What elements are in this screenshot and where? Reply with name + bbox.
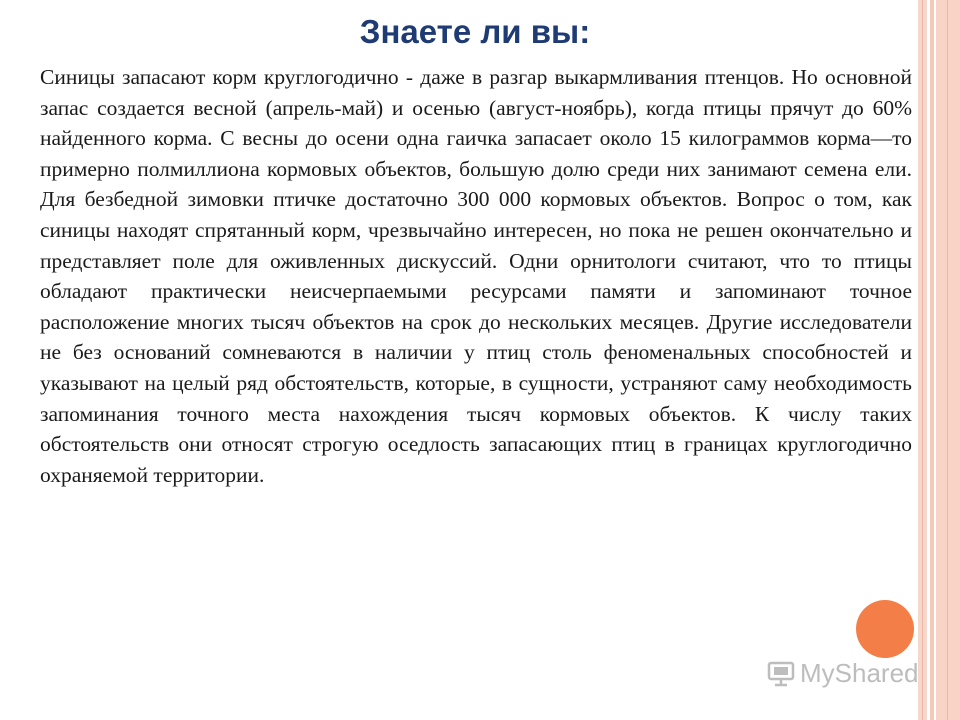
decorative-circle: [856, 600, 914, 658]
slide-title: Знаете ли вы:: [359, 13, 591, 50]
right-border-line: [947, 0, 948, 720]
right-border-line: [922, 0, 923, 720]
watermark-text: MyShared: [800, 657, 919, 688]
right-border-band: [936, 0, 960, 720]
watermark-logo: [766, 656, 919, 690]
slide-body-text: Синицы запасают корм круглогодично - даже в разгар выкармливания птенцов. Но основной запас создается весной (апрель-май) и осенью (август-ноябрь), когда птицы прячут до 60% найденного корма. С весны до осени одна гаичка запасает около 15 килограммов корма—то примерно полмиллиона кормовых объектов, большую долю среди них занимают семена ели. Для безбедной зимовки птичке достаточно 300 000 кормовых объектов. Вопрос о том, как синицы находят спрятанный корм, чрезвычайно интересен, но пока не решен окончательно и представляет поле для оживленных дискуссий. Одни орнитологи считают, что то птицы обладают практически неисчерпаемыми ресурсами памяти и запоминают точное расположение многих тысяч объектов на срок до нескольких месяцев. Другие исследователи не без оснований сомневаются в наличии у птиц столь феноменальных способностей и указывают на целый ряд обстоятельств, которые, в сущности, устраняют саму необходимость запоминания точного места нахождения тысяч кормовых объектов. К числу таких обстоятельств они относят строгую оседлость запасающих птиц в границах круглогодично охраняемой территории.: [40, 65, 912, 487]
presentation-icon: [766, 658, 796, 688]
